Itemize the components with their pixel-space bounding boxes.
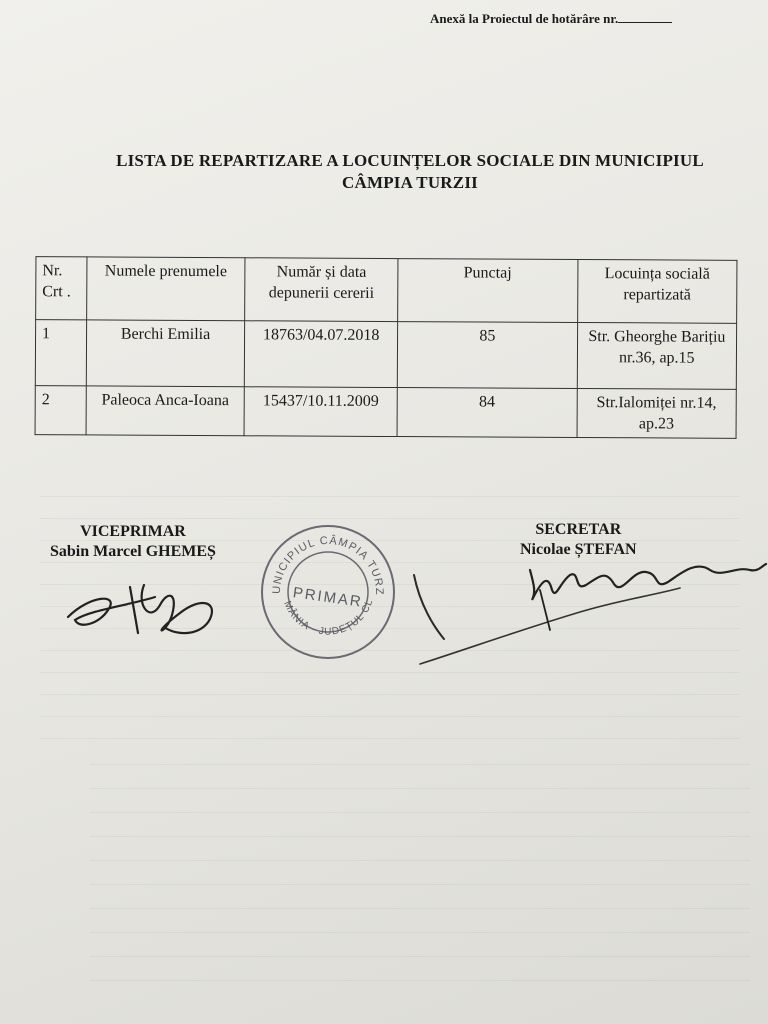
- vice-mayor-role: VICEPRIMAR: [80, 523, 186, 540]
- stamp-bottom-text: MÂNIA - JUDEȚUL CL: [281, 597, 376, 638]
- col-header-housing: Locuința socială repartizată: [577, 260, 737, 324]
- table-row: [35, 320, 736, 390]
- secretary-name: Nicolae ȘTEFAN: [520, 541, 637, 558]
- secretary-signature-block: [520, 520, 637, 560]
- vice-mayor-name: Sabin Marcel GHEMEȘ: [50, 543, 216, 560]
- cell-housing: Str. Gheorghe Barițiu nr.36, ap.15: [577, 323, 737, 390]
- cell-request: 18763/04.07.2018: [245, 321, 398, 388]
- cell-housing: Str.Ialomiței nr.14, ap.23: [577, 389, 737, 439]
- col-header-name: Numele prenumele: [86, 257, 245, 321]
- document-title: [60, 150, 760, 194]
- allocation-table: [35, 256, 738, 439]
- cell-score: 85: [397, 322, 577, 389]
- cell-nr: 1: [35, 320, 86, 386]
- col-header-score: Punctaj: [397, 259, 577, 323]
- title-line-1: LISTA DE REPARTIZARE A LOCUINȚELOR SOCIALE DIN MUNICIPIUL: [116, 151, 704, 170]
- cell-score: 84: [397, 388, 577, 438]
- annex-number-blank: [618, 10, 672, 23]
- secretary-role: SECRETAR: [535, 521, 622, 538]
- col-header-nr: Nr. Crt .: [36, 257, 87, 320]
- cell-name: Paleoca Anca-Ioana: [86, 386, 245, 436]
- cell-request: 15437/10.11.2009: [245, 387, 398, 437]
- col-header-request: Număr și data depunerii cererii: [245, 258, 398, 322]
- annex-text: Anexă la Proiectul de hotărâre nr.: [430, 11, 619, 26]
- stamp-center-text: PRIMAR: [291, 584, 364, 611]
- table-row: [35, 386, 736, 439]
- table-header-row: [36, 257, 737, 324]
- official-stamp: [258, 520, 398, 660]
- vice-mayor-signature-block: [50, 522, 216, 562]
- cell-name: Berchi Emilia: [86, 320, 245, 387]
- svg-text:MUNICIPIUL CÂMPIA TURZII: [258, 520, 385, 596]
- title-line-2: CÂMPIA TURZII: [342, 173, 478, 192]
- bleed-through-lines-lower: [90, 750, 750, 990]
- stamp-outer-text: UNICIPIUL CÂMPIA TURZ: [270, 534, 386, 596]
- annex-header: [430, 10, 672, 27]
- cell-nr: 2: [35, 386, 86, 435]
